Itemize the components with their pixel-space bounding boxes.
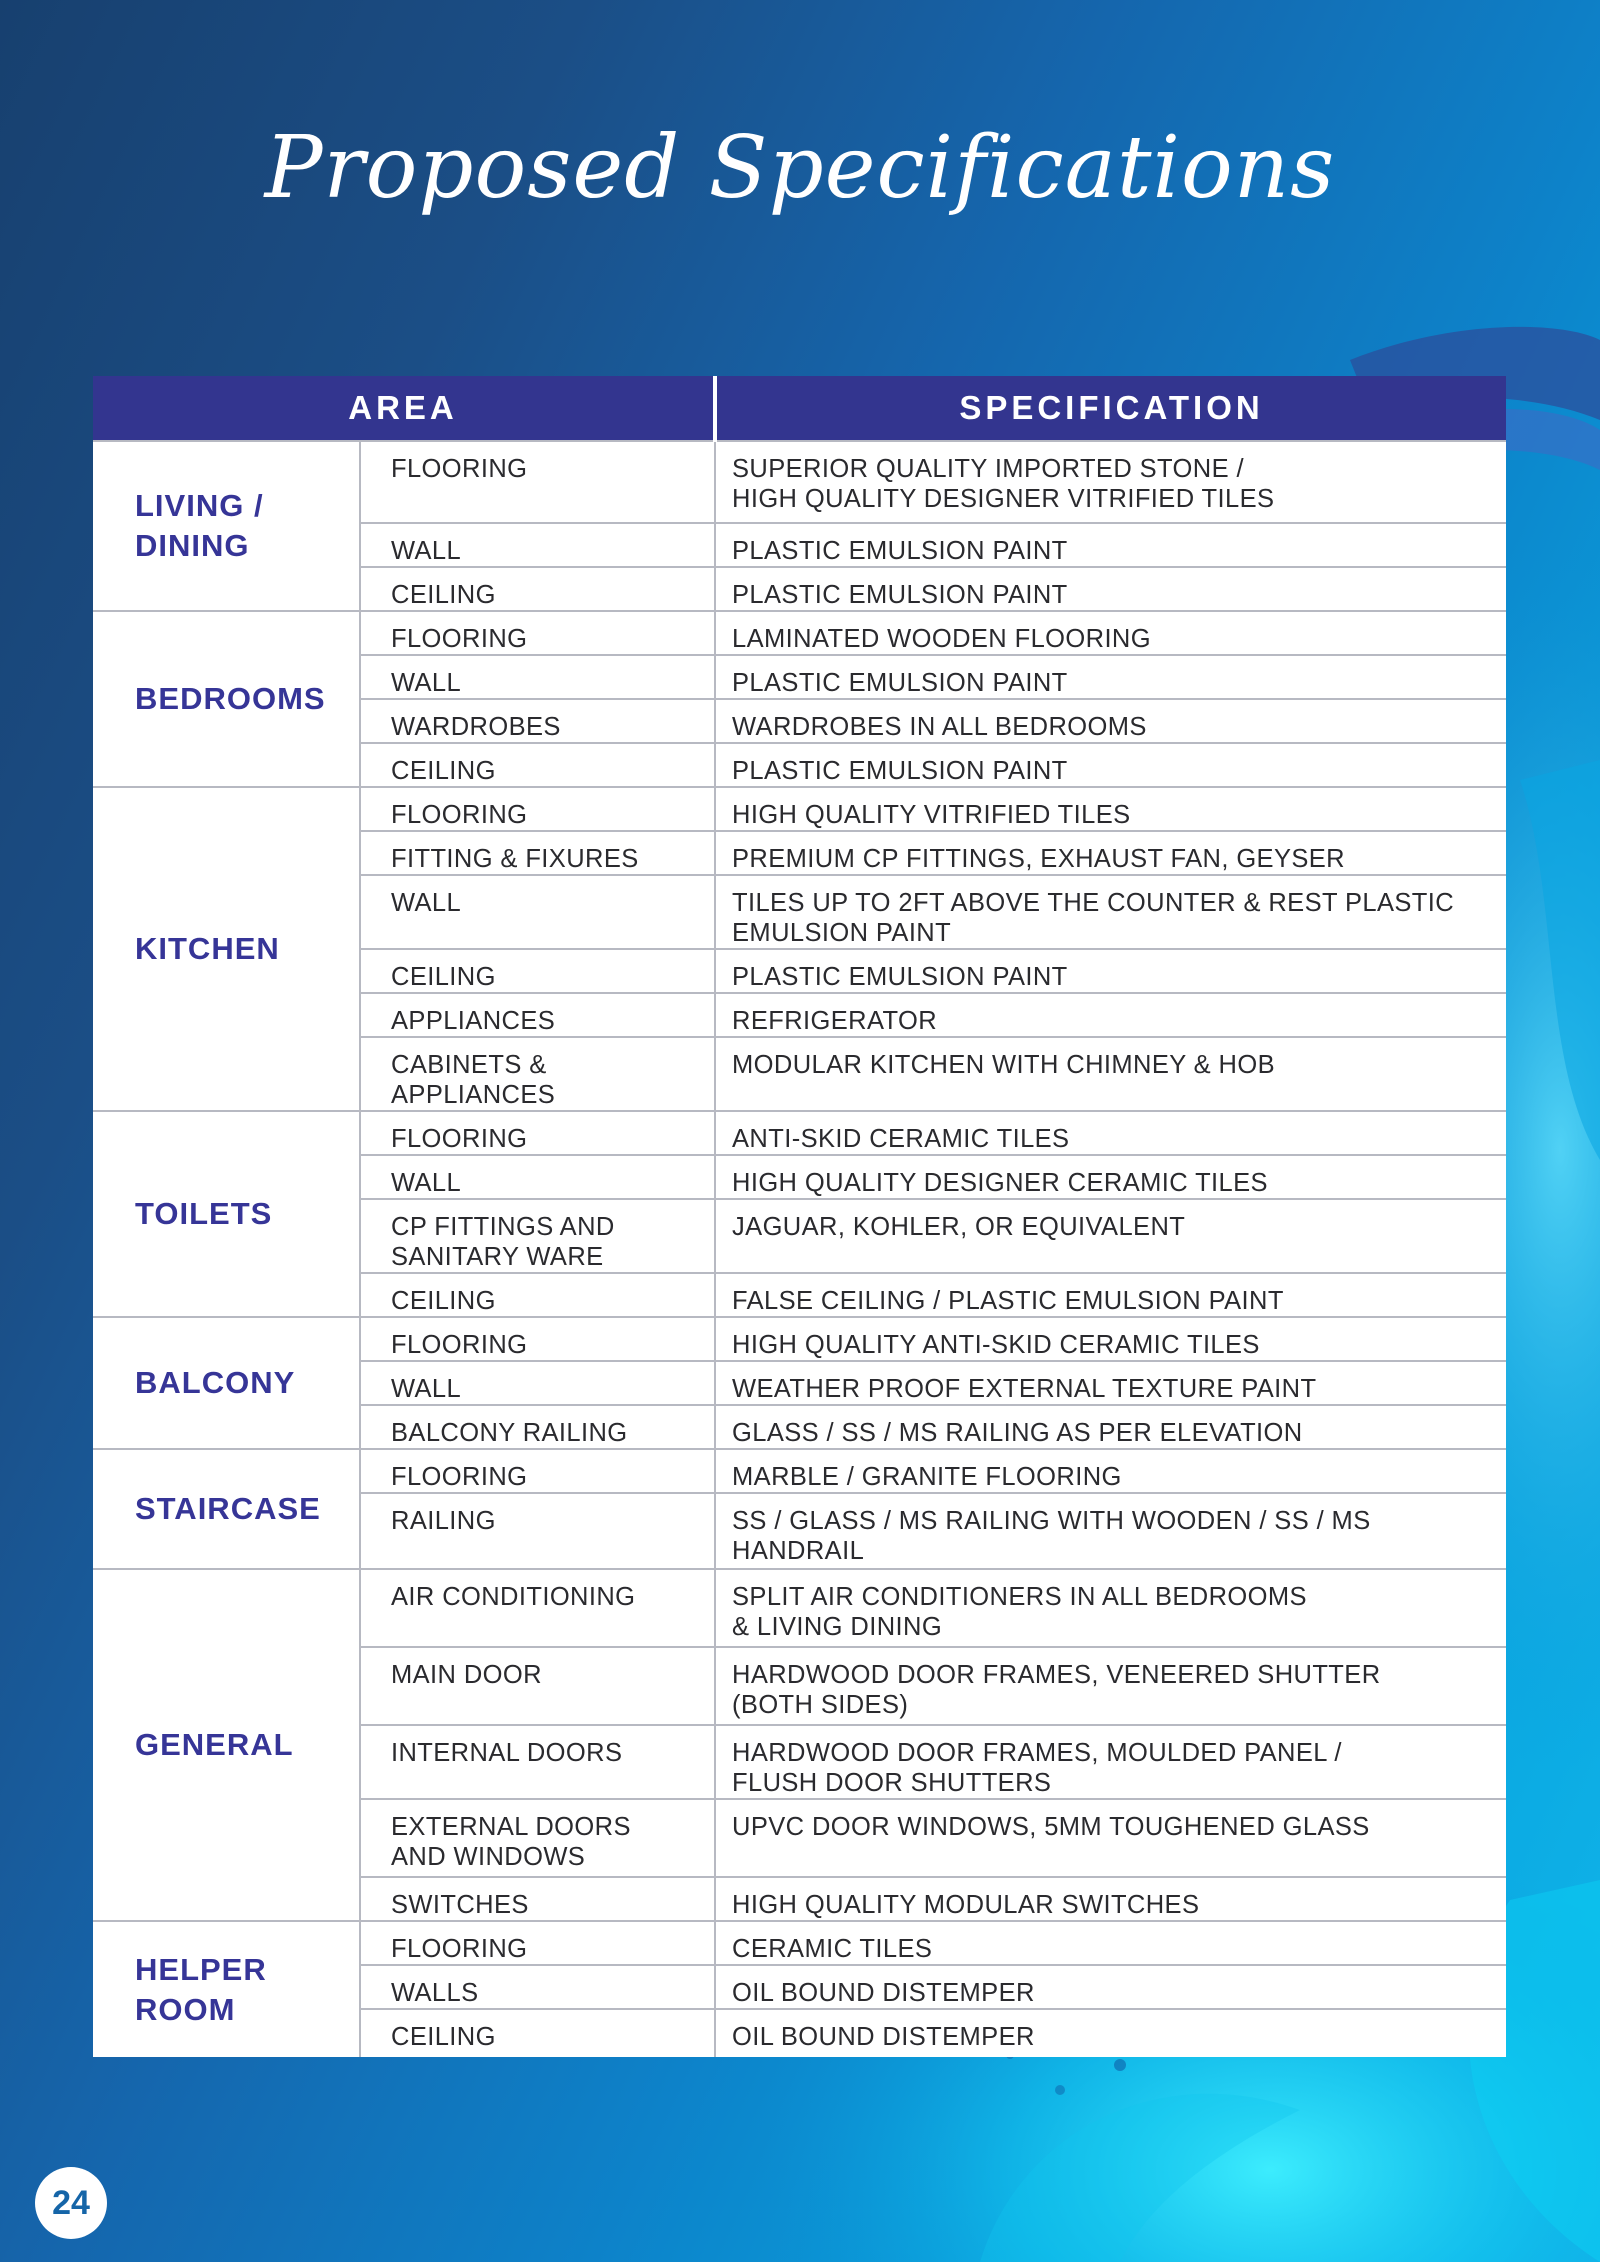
item-label: WALLS bbox=[360, 1965, 715, 2009]
item-label: CP FITTINGS AND SANITARY WARE bbox=[360, 1199, 715, 1273]
item-label: BALCONY RAILING bbox=[360, 1405, 715, 1449]
item-label: AIR CONDITIONING bbox=[360, 1569, 715, 1647]
item-label: WALL bbox=[360, 875, 715, 949]
table-row bbox=[93, 441, 1506, 523]
item-label: RAILING bbox=[360, 1493, 715, 1569]
specifications-table bbox=[93, 376, 1506, 2057]
column-header-specification: SPECIFICATION bbox=[715, 376, 1506, 441]
spec-value: WARDROBES IN ALL BEDROOMS bbox=[715, 699, 1506, 743]
table-row bbox=[93, 1921, 1506, 1965]
spec-value: HIGH QUALITY VITRIFIED TILES bbox=[715, 787, 1506, 831]
item-label: MAIN DOOR bbox=[360, 1647, 715, 1725]
table-row bbox=[93, 611, 1506, 655]
spec-value: FALSE CEILING / PLASTIC EMULSION PAINT bbox=[715, 1273, 1506, 1317]
spec-value: MODULAR KITCHEN WITH CHIMNEY & HOB bbox=[715, 1037, 1506, 1111]
table-row bbox=[93, 1111, 1506, 1155]
spec-value: HIGH QUALITY DESIGNER CERAMIC TILES bbox=[715, 1155, 1506, 1199]
spec-value: PREMIUM CP FITTINGS, EXHAUST FAN, GEYSER bbox=[715, 831, 1506, 875]
spec-value: SUPERIOR QUALITY IMPORTED STONE / HIGH QUALITY DESIGNER VITRIFIED TILES bbox=[715, 441, 1506, 523]
spec-value: TILES UP TO 2FT ABOVE THE COUNTER & REST PLASTIC EMULSION PAINT bbox=[715, 875, 1506, 949]
page-number-badge: 24 bbox=[35, 2167, 107, 2239]
item-label: FLOORING bbox=[360, 1111, 715, 1155]
item-label: EXTERNAL DOORS AND WINDOWS bbox=[360, 1799, 715, 1877]
spec-value: SS / GLASS / MS RAILING WITH WOODEN / SS / MS HANDRAIL bbox=[715, 1493, 1506, 1569]
area-label-bedrooms: BEDROOMS bbox=[93, 611, 360, 787]
item-label: CEILING bbox=[360, 949, 715, 993]
item-label: WALL bbox=[360, 1155, 715, 1199]
page-title: Proposed Specifications bbox=[264, 118, 1336, 218]
item-label: CEILING bbox=[360, 567, 715, 611]
area-label-living-dining: LIVING / DINING bbox=[93, 441, 360, 611]
area-label-balcony: BALCONY bbox=[93, 1317, 360, 1449]
item-label: INTERNAL DOORS bbox=[360, 1725, 715, 1799]
spec-value: OIL BOUND DISTEMPER bbox=[715, 1965, 1506, 2009]
spec-value: REFRIGERATOR bbox=[715, 993, 1506, 1037]
area-label-toilets: TOILETS bbox=[93, 1111, 360, 1317]
item-label: FITTING & FIXURES bbox=[360, 831, 715, 875]
item-label: WALL bbox=[360, 1361, 715, 1405]
item-label: CABINETS & APPLIANCES bbox=[360, 1037, 715, 1111]
item-label: FLOORING bbox=[360, 611, 715, 655]
table-row bbox=[93, 1317, 1506, 1361]
spec-value: WEATHER PROOF EXTERNAL TEXTURE PAINT bbox=[715, 1361, 1506, 1405]
item-label: FLOORING bbox=[360, 441, 715, 523]
table-row bbox=[93, 1449, 1506, 1493]
spec-value: JAGUAR, KOHLER, OR EQUIVALENT bbox=[715, 1199, 1506, 1273]
area-label-general: GENERAL bbox=[93, 1569, 360, 1921]
area-label-staircase: STAIRCASE bbox=[93, 1449, 360, 1569]
item-label: FLOORING bbox=[360, 1317, 715, 1361]
spec-value: LAMINATED WOODEN FLOORING bbox=[715, 611, 1506, 655]
spec-value: UPVC DOOR WINDOWS, 5MM TOUGHENED GLASS bbox=[715, 1799, 1506, 1877]
table-row bbox=[93, 787, 1506, 831]
spec-value: ANTI-SKID CERAMIC TILES bbox=[715, 1111, 1506, 1155]
item-label: FLOORING bbox=[360, 787, 715, 831]
item-label: CEILING bbox=[360, 743, 715, 787]
item-label: WARDROBES bbox=[360, 699, 715, 743]
item-label: APPLIANCES bbox=[360, 993, 715, 1037]
spec-value: MARBLE / GRANITE FLOORING bbox=[715, 1449, 1506, 1493]
spec-value: PLASTIC EMULSION PAINT bbox=[715, 523, 1506, 567]
spec-value: PLASTIC EMULSION PAINT bbox=[715, 567, 1506, 611]
table-row bbox=[93, 1569, 1506, 1647]
area-label-helper-room: HELPER ROOM bbox=[93, 1921, 360, 2057]
item-label: FLOORING bbox=[360, 1921, 715, 1965]
item-label: SWITCHES bbox=[360, 1877, 715, 1921]
column-header-area: AREA bbox=[93, 376, 715, 441]
spec-value: PLASTIC EMULSION PAINT bbox=[715, 655, 1506, 699]
spec-value: SPLIT AIR CONDITIONERS IN ALL BEDROOMS & LIVING DINING bbox=[715, 1569, 1506, 1647]
spec-value: HIGH QUALITY MODULAR SWITCHES bbox=[715, 1877, 1506, 1921]
spec-value: HARDWOOD DOOR FRAMES, VENEERED SHUTTER (BOTH SIDES) bbox=[715, 1647, 1506, 1725]
item-label: CEILING bbox=[360, 1273, 715, 1317]
item-label: CEILING bbox=[360, 2009, 715, 2057]
spec-value: PLASTIC EMULSION PAINT bbox=[715, 949, 1506, 993]
spec-value: OIL BOUND DISTEMPER bbox=[715, 2009, 1506, 2057]
area-label-kitchen: KITCHEN bbox=[93, 787, 360, 1111]
spec-value: CERAMIC TILES bbox=[715, 1921, 1506, 1965]
table-header-row bbox=[93, 376, 1506, 441]
spec-value: PLASTIC EMULSION PAINT bbox=[715, 743, 1506, 787]
item-label: WALL bbox=[360, 655, 715, 699]
spec-value: HARDWOOD DOOR FRAMES, MOULDED PANEL / FLUSH DOOR SHUTTERS bbox=[715, 1725, 1506, 1799]
spec-value: GLASS / SS / MS RAILING AS PER ELEVATION bbox=[715, 1405, 1506, 1449]
item-label: WALL bbox=[360, 523, 715, 567]
spec-value: HIGH QUALITY ANTI-SKID CERAMIC TILES bbox=[715, 1317, 1506, 1361]
item-label: FLOORING bbox=[360, 1449, 715, 1493]
